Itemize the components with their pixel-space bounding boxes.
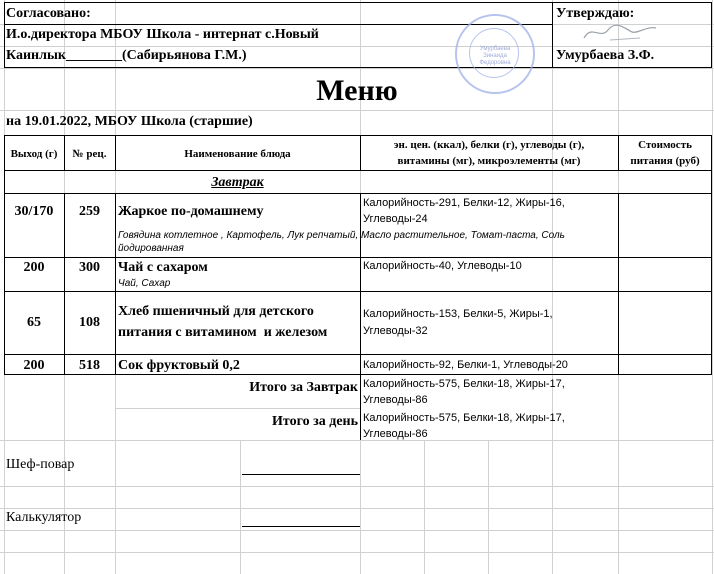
table-row-4-recipe: 518 bbox=[79, 358, 100, 373]
approve-title: Утверждаю: bbox=[556, 6, 635, 21]
stamp-seal-image: Умурбаева Зинаида Федоровна bbox=[455, 14, 535, 94]
table-row-3-nutrition-1: Калорийность-153, Белки-5, Жиры-1, bbox=[363, 308, 553, 320]
table-row-2-name: Чай с сахаром bbox=[118, 260, 208, 275]
table-row-1-name: Жаркое по-домашнему bbox=[118, 204, 264, 219]
col-header-name: Наименование блюда bbox=[184, 148, 291, 160]
total-day-nutrition-2: Углеводы-86 bbox=[363, 428, 428, 440]
table-row-1-ingredients: Говядина котлетное , Картофель, Лук репчатый, Масло растительное, Томат-паста, Соль йодированная bbox=[118, 230, 565, 254]
page-title: Меню bbox=[316, 74, 398, 107]
table-row-4-yield: 200 bbox=[23, 358, 45, 373]
col-header-nutrition-2: витамины (мг), микроэлементы (мг) bbox=[397, 155, 581, 167]
table-row-4-name: Сок фруктовый 0,2 bbox=[118, 358, 240, 373]
approve-name: Умурбаева З.Ф. bbox=[556, 48, 655, 63]
total-day-nutrition-1: Калорийность-575, Белки-18, Жиры-17, bbox=[363, 412, 565, 424]
total-breakfast-label: Итого за Завтрак bbox=[249, 380, 358, 395]
agreed-line2: Каинлык________(Сабирьянова Г.М.) bbox=[6, 48, 247, 63]
table-row-3-nutrition-2: Углеводы-32 bbox=[363, 325, 428, 337]
table-row-3-name-1: Хлеб пшеничный для детского bbox=[118, 304, 314, 319]
header-divider-vertical bbox=[552, 2, 553, 68]
table-row-1-yield: 30/170 bbox=[14, 204, 54, 219]
calculator-label: Калькулятор bbox=[6, 510, 82, 525]
table-row-3-name-2: питания с витамином и железом bbox=[118, 325, 328, 340]
calculator-signature-line bbox=[242, 526, 360, 527]
col-header-yield: Выход (г) bbox=[10, 148, 58, 160]
table-row-1-nutrition-2: Углеводы-24 bbox=[363, 213, 428, 225]
total-breakfast-nutrition-1: Калорийность-575, Белки-18, Жиры-17, bbox=[363, 378, 565, 390]
chef-signature-line bbox=[242, 474, 360, 475]
total-breakfast-nutrition-2: Углеводы-86 bbox=[363, 394, 428, 406]
section-title-breakfast: Завтрак bbox=[211, 175, 264, 190]
table-row-4-nutrition-1: Калорийность-92, Белки-1, Углеводы-20 bbox=[363, 359, 568, 371]
table-row-1-recipe: 259 bbox=[79, 204, 100, 219]
col-header-cost-2: питания (руб) bbox=[630, 155, 700, 167]
menu-table-border bbox=[4, 135, 712, 375]
col-header-nutrition-1: эн. цен. (ккал), белки (г), углеводы (г), bbox=[393, 139, 585, 151]
signature-image bbox=[580, 20, 660, 44]
agreed-line1: И.о.директора МБОУ Школа - интернат с.Новый bbox=[6, 27, 319, 42]
table-row-3-yield: 65 bbox=[27, 315, 41, 330]
agreed-title: Согласовано: bbox=[6, 6, 91, 21]
table-row-2-recipe: 300 bbox=[79, 260, 100, 275]
table-row-2-yield: 200 bbox=[23, 260, 45, 275]
col-header-cost-1: Стоимость bbox=[638, 139, 692, 151]
total-day-label: Итого за день bbox=[272, 414, 358, 429]
table-row-2-nutrition-1: Калорийность-40, Углеводы-10 bbox=[363, 260, 522, 272]
page-subtitle: на 19.01.2022, МБОУ Школа (старшие) bbox=[6, 114, 253, 129]
table-row-2-ingredients: Чай, Сахар bbox=[118, 278, 171, 289]
table-row-3-recipe: 108 bbox=[79, 315, 100, 330]
chef-label: Шеф-повар bbox=[6, 457, 75, 472]
table-row-1-nutrition-1: Калорийность-291, Белки-12, Жиры-16, bbox=[363, 197, 565, 209]
col-header-recipe: № рец. bbox=[72, 148, 107, 160]
